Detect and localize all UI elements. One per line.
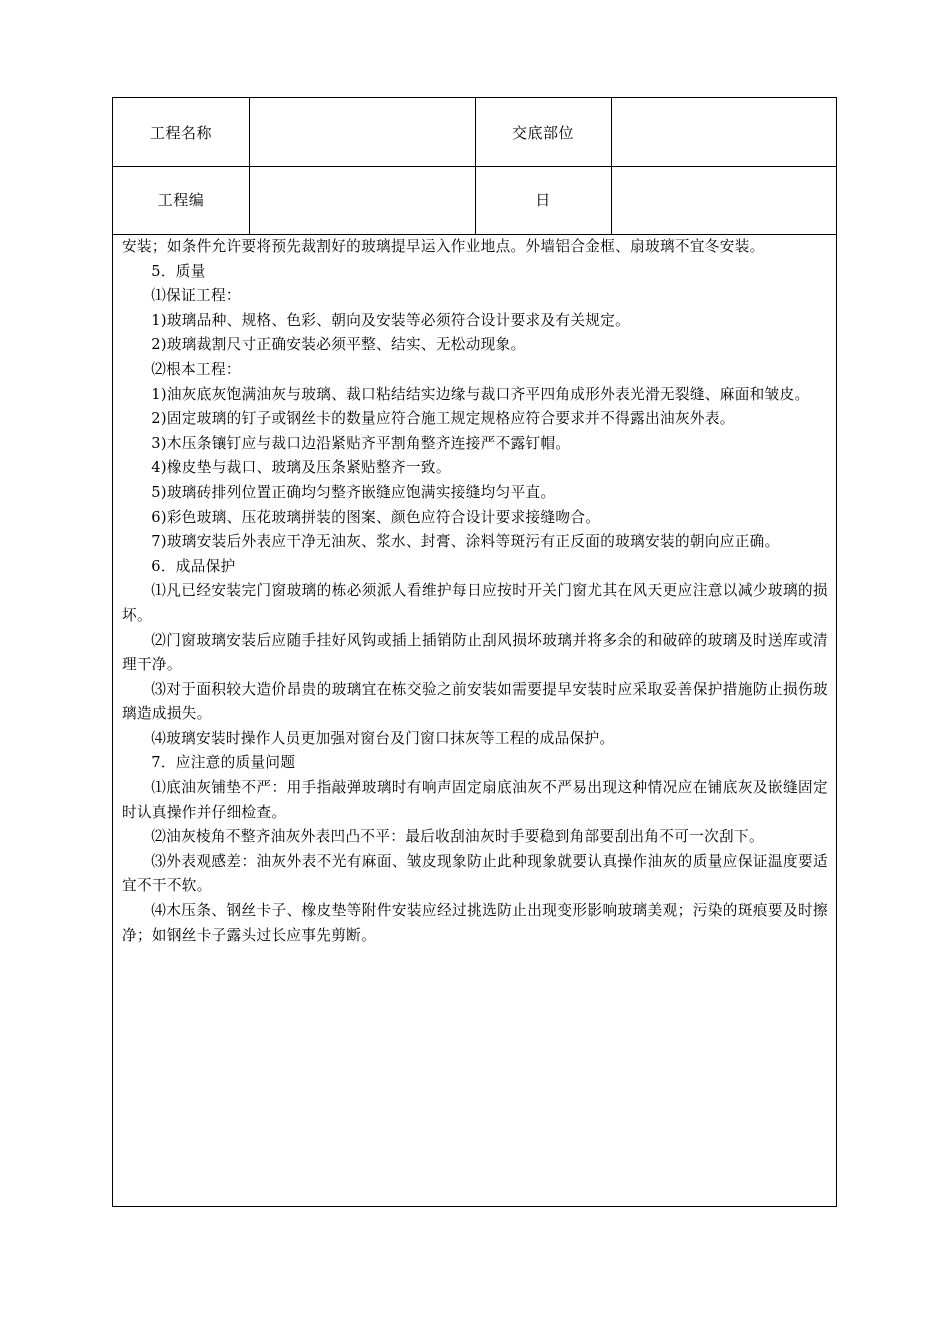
briefing-part-label: 交底部位 (511, 123, 574, 142)
project-name-label: 工程名称 (149, 123, 212, 142)
content-paragraph: 安装；如条件允许要将预先裁割好的玻璃提早运入作业地点。外墙铝合金框、扇玻璃不宜冬安装。 (122, 238, 765, 255)
content-paragraph: 2)玻璃裁割尺寸正确安装必须平整、结实、无松动现象。 (151, 336, 526, 354)
column-divider (249, 98, 250, 234)
form-header (113, 98, 836, 235)
content-paragraph: ⑷玻璃安装时操作人员更加强对窗台及门窗口抹灰等工程的成品保护。 (151, 729, 615, 747)
content-paragraph: 5．质量 (151, 262, 206, 280)
column-divider (611, 98, 612, 234)
content-paragraph: ⑶外表观感差：油灰外表不光有麻面、皱皮现象防止此种现象就要认真操作油灰的质量应保证温度要适宜不干不软。 (122, 852, 828, 895)
briefing-form (112, 97, 837, 1207)
content-paragraph: ⑴底油灰铺垫不严：用手指敲弹玻璃时有响声固定扇底油灰不严易出现这种情况应在铺底灰及嵌缝固定时认真操作并仔细检查。 (122, 779, 828, 821)
date-label: 日 (535, 191, 551, 209)
content-paragraph: 7)玻璃安装后外表应干净无油灰、浆水、封膏、涂料等斑污有正反面的玻璃安装的朝向应正确。 (151, 533, 780, 551)
content-paragraph: 1)油灰底灰饱满油灰与玻璃、裁口粘结结实边缘与裁口齐平四角成形外表光滑无裂缝、麻面和皱皮。 (151, 385, 810, 403)
content-paragraph: ⑶对于面积较大造价昂贵的玻璃宜在栋交验之前安装如需要提早安装时应采取妥善保护措施防止损伤玻璃造成损失。 (122, 680, 828, 723)
content-paragraph: 6)彩色玻璃、压花玻璃拼装的图案、颜色应符合设计要求接缝吻合。 (151, 508, 601, 526)
content-paragraph: 3)木压条镶钉应与裁口边沿紧贴齐平割角整齐连接严不露钉帽。 (151, 434, 571, 452)
briefing-part-value (611, 98, 836, 166)
briefing-content (113, 235, 836, 948)
date-value (611, 166, 836, 233)
content-paragraph: 5)玻璃砖排列位置正确均匀整齐嵌缝应饱满实接缝均匀平直。 (151, 483, 556, 501)
content-paragraph: ⑷木压条、钢丝卡子、橡皮垫等附件安装应经过挑选防止出现变形影响玻璃美观；污染的斑痕要及时擦净；如钢丝卡子露头过长应事先剪断。 (122, 902, 828, 944)
content-paragraph: ⑴凡已经安装完门窗玻璃的栋必须派人看维护每日应按时开关门窗尤其在风天更应注意以减少玻璃的损坏。 (122, 582, 828, 624)
project-no-value (249, 166, 475, 233)
column-divider (475, 98, 476, 234)
content-paragraph: ⑴保证工程： (151, 287, 241, 305)
content-paragraph: ⑵根本工程： (151, 360, 241, 378)
content-paragraph: 2)固定玻璃的钉子或钢丝卡的数量应符合施工规定规格应符合要求并不得露出油灰外表。 (151, 410, 735, 428)
content-paragraph: 1)玻璃品种、规格、色彩、朝向及安装等必须符合设计要求及有关规定。 (151, 311, 631, 329)
project-no-label: 工程编 (157, 191, 205, 209)
project-name-value (249, 98, 475, 166)
content-paragraph: 6．成品保护 (151, 557, 236, 575)
content-paragraph: 7．应注意的质量问题 (151, 754, 296, 772)
content-paragraph: 4)橡皮垫与裁口、玻璃及压条紧贴整齐一致。 (151, 459, 451, 477)
content-paragraph: ⑵门窗玻璃安装后应随手挂好风钩或插上插销防止刮风损坏玻璃并将多余的和破碎的玻璃及时送库或清理干净。 (122, 631, 828, 674)
content-paragraph: ⑵油灰棱角不整齐油灰外表凹凸不平：最后收刮油灰时手要稳到角部要刮出角不可一次刮下。 (151, 828, 764, 846)
